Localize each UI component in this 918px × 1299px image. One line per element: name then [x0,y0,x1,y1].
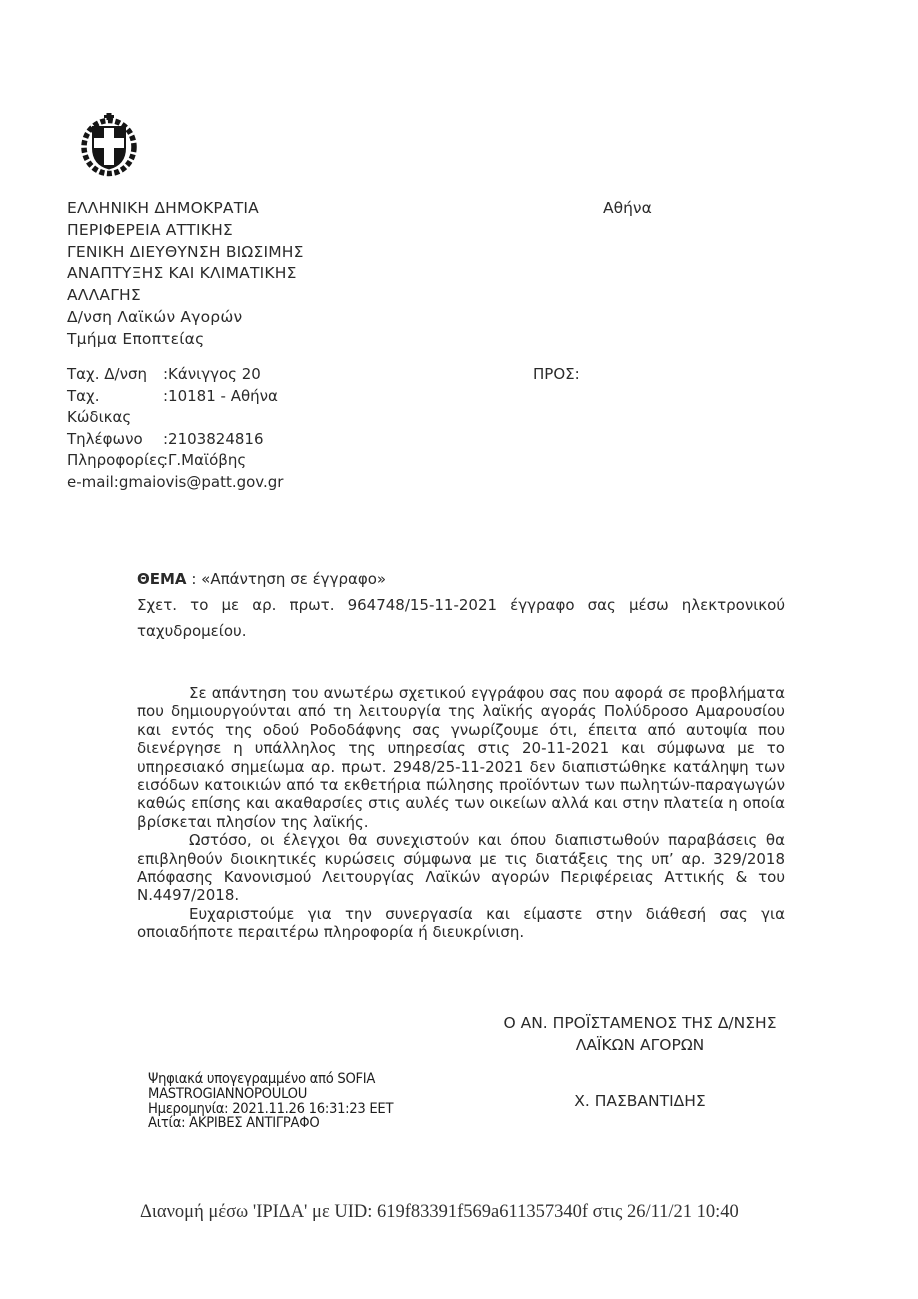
contact-value: :Γ.Μαϊόβης [163,451,247,469]
contact-row [67,429,283,451]
contact-value: :2103824816 [163,429,264,448]
signature-title-line: Ο ΑΝ. ΠΡΟΪΣΤΑΜΕΝΟΣ ΤΗΣ Δ/ΝΣΗΣ [503,1014,777,1032]
issue-city: Αθήνα [603,199,652,217]
org-line: ΠΕΡΙΦΕΡΕΙΑ ΑΤΤΙΚΗΣ [67,220,233,239]
email-line: e-mail:gmaiovis@patt.gov.gr [67,472,284,491]
org-header [67,198,304,351]
subject-block [137,566,785,644]
signature-title [490,1012,790,1056]
subject-reference: Σχετ. το με αρ. πρωτ. 964748/15-11-2021 έγγραφο σας μέσω ηλεκτρονικού ταχυδρομείου. [137,596,785,640]
contact-label: Τηλέφωνο [67,429,143,448]
contact-label: Ταχ. Δ/νση [67,365,147,383]
org-line: Δ/νση Λαϊκών Αγορών [67,307,243,326]
stamp-line: Ψηφιακά υπογεγραμμένο από SOFIA [148,1071,376,1087]
contact-block [67,364,283,493]
subject-label: ΘΕΜΑ [137,570,187,588]
subject-line [137,566,785,592]
contact-row [67,386,283,429]
greek-coat-of-arms-icon [80,112,138,178]
org-line: ΕΛΛΗΝΙΚΗ ΔΗΜΟΚΡΑΤΙΑ [67,199,259,217]
stamp-line: MASTROGIANNOPOULOU [148,1085,308,1102]
stamp-line: Ημερομηνία: 2021.11.26 16:31:23 EET [148,1100,394,1117]
signature-name: Χ. ΠΑΣΒΑΝΤΙΔΗΣ [574,1092,706,1110]
org-line: ΑΛΛΑΓΗΣ [67,286,141,305]
letter-body [137,684,785,942]
contact-row [67,450,283,472]
body-paragraph: Ωστόσο, οι έλεγχοι θα συνεχιστούν και όπου διαπιστωθούν παραβάσεις θα επιβληθούν διοικητικές κυρώσεις σύμφωνα με τις διατάξεις της υπ’ αρ. 329/2018 Απόφασης Κανονισμού Λειτουργίας Λαϊκών αγορών Περιφέρειας Αττικής & του Ν.4497/2018. [137,831,785,905]
org-line: Τμήμα Εποπτείας [67,329,205,348]
contact-value: :10181 - Αθήνα [163,386,278,405]
digital-signature-stamp [148,1072,458,1131]
subject-title: «Απάντηση σε έγγραφο» [201,570,387,588]
recipient-label: ΠΡΟΣ: [533,365,580,383]
org-line: ΓΕΝΙΚΗ ΔΙΕΥΘΥΝΣΗ ΒΙΩΣΙΜΗΣ [67,242,304,261]
distribution-footer: Διανομή μέσω 'ΙΡΙΔΑ' με UID: 619f83391f569a611357340f στις 26/11/21 10:40 [140,1202,739,1222]
contact-row [67,364,283,386]
body-paragraph: Σε απάντηση του ανωτέρω σχετικού εγγράφου σας που αφορά σε προβλήματα που δημιουργούνται από τη λειτουργία της λαϊκής αγοράς Πολύδροσο Αμαρουσίου και εντός της οδού Ροδοδάφνης σας γνωρίζουμε ότι, έπειτα από αυτοψία που διενέργησε η υπάλληλος της υπηρεσίας στις 20-11-2021 και σύμφωνα με το υπηρεσιακό σημείωμα αρ. πρωτ. 2948/25-11-2021 δεν διαπιστώθηκε κατάληψη των εισόδων κατοικιών από τα εκθετήρια πώλησης προϊόντων των πωλητών-παραγωγών καθώς επίσης και ακαθαρσίες στις αυλές των οικείων αλλά και στην πλατεία η οποία βρίσκεται πλησίον της λαϊκής. [137,684,785,831]
subject-separator: : [186,570,202,588]
org-line: ΑΝΑΠΤΥΞΗΣ ΚΑΙ ΚΛΙΜΑΤΙΚΗΣ [67,264,297,283]
contact-label: Πληροφορίες [67,451,166,469]
contact-value: :Κάνιγγος 20 [163,365,261,383]
contact-label: Ταχ. Κώδικας [67,386,132,426]
signature-title-line: ΛΑΪΚΩΝ ΑΓΟΡΩΝ [575,1036,705,1054]
body-paragraph: Ευχαριστούμε για την συνεργασία και είμαστε στην διάθεσή σας για οποιαδήποτε περαιτέρω πληροφορία ή διευκρίνιση. [137,904,785,942]
stamp-line: Αιτία: ΑΚΡΙΒΕΣ ΑΝΤΙΓΡΑΦΟ [148,1115,320,1132]
